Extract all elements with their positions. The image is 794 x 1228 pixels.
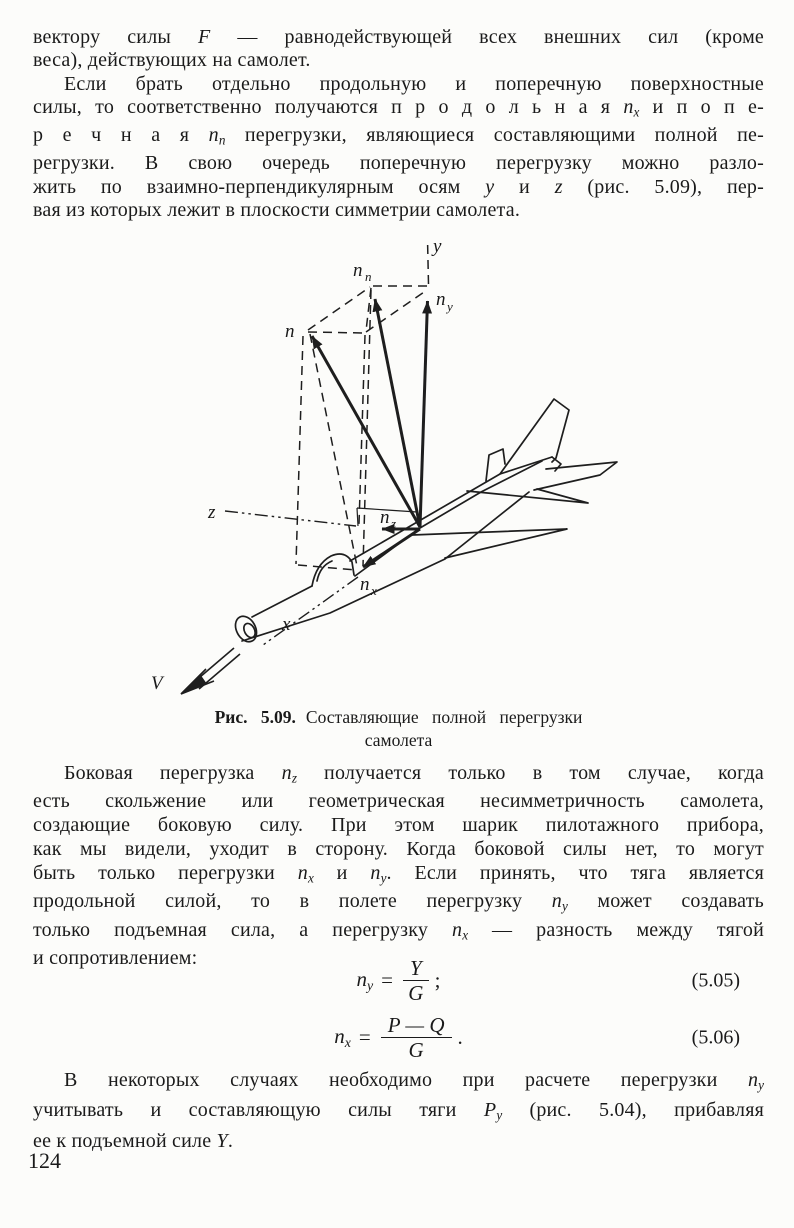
- vector-np: [375, 299, 420, 527]
- label-ny: n: [436, 289, 446, 310]
- svg-text:z: z: [391, 516, 397, 531]
- tailplane: [534, 462, 617, 490]
- figure-caption-line2: самолета: [364, 730, 433, 750]
- svg-text:x: x: [371, 583, 377, 598]
- paragraph-1: вектору силы F — равнодействующей всех внешних сил (кроме веса), действующих на самолет.: [33, 26, 765, 72]
- paragraph-4: В некоторых случаях необходимо при расчете перегрузки $n_y$ учитывать и составляющую силы тяги $P_y$ (рис. 5.04), прибавляя ее к подъемной силе Y.: [33, 1069, 764, 1152]
- vector-n: [312, 336, 420, 527]
- eq2-fraction: $\frac{P — Q}{G}$: [381, 1014, 452, 1061]
- label-nx: n: [360, 574, 370, 595]
- label-z-axis: z: [208, 502, 216, 523]
- figure-number: Рис. 5.09.: [214, 707, 296, 727]
- figure-caption: [33, 706, 764, 752]
- near-wing: [412, 529, 567, 558]
- eq1-lhs: $n_y$: [356, 967, 374, 993]
- eq2-lhs: $n_x$: [334, 1024, 351, 1050]
- paragraph-3: Боковая перегрузка $n_z$ получается только в том случае, когда есть скольжение или геометрическая несимметричность самолета, создающие боковую силу. При этом шарик пилотажного прибора, как мы видели, уходит в сторону. Когда боковой силы нет, то могут быть только перегрузки $n_x$ и $n_y$. Если принять, что тяга является продольной силой, то в полете перегрузку $n_y$ может создавать только подъемная сила, а перегрузку $n_x$ — разность между тягой и сопротивлением:: [33, 762, 765, 970]
- velocity-arrow: [181, 648, 240, 694]
- label-n: n: [285, 321, 295, 342]
- svg-text:п: п: [365, 269, 372, 284]
- construction-dashed-lines: [296, 239, 429, 570]
- label-velocity: V: [151, 673, 163, 694]
- eq1-fraction: $\frac{Y}{G}$: [403, 957, 429, 1004]
- label-y-axis: y: [433, 236, 442, 257]
- eq2-number: (5.06): [691, 1026, 740, 1048]
- label-np: n: [353, 260, 363, 281]
- eq1-number: (5.05): [691, 969, 740, 991]
- equation-5-06: $n_x$ = $\frac{P — Q}{G}$ . (5.06): [334, 1012, 740, 1062]
- z-axis: [225, 511, 356, 526]
- label-x-axis: x: [282, 614, 291, 635]
- far-wing: [467, 489, 588, 503]
- svg-text:y: y: [447, 299, 453, 314]
- equations: [33, 952, 764, 1066]
- page-number: 124: [28, 1148, 61, 1173]
- equation-5-05: $n_y$ = $\frac{Y}{G}$ ; (5.05): [356, 955, 740, 1005]
- label-nz: n: [380, 507, 390, 528]
- figure-caption-line1: Рис. 5.09. Составляющие полной перегрузки: [214, 707, 583, 727]
- paragraph-2: Если брать отдельно продольную и поперечную поверхностные силы, то соответственно получаются п р о д о л ь н а я $n_x$ и п о п е- р е ч н а я $n_п$ перегрузки, являющиеся составляющими полной пе- регрузки. В свою очередь поперечную перегрузку можно разло- жить по взаимно-перпендикулярным осям y и z (рис. 5.09), пер- вая из которых лежит в плоскости симметрии самолета.: [33, 72, 764, 222]
- vector-ny: [420, 301, 428, 527]
